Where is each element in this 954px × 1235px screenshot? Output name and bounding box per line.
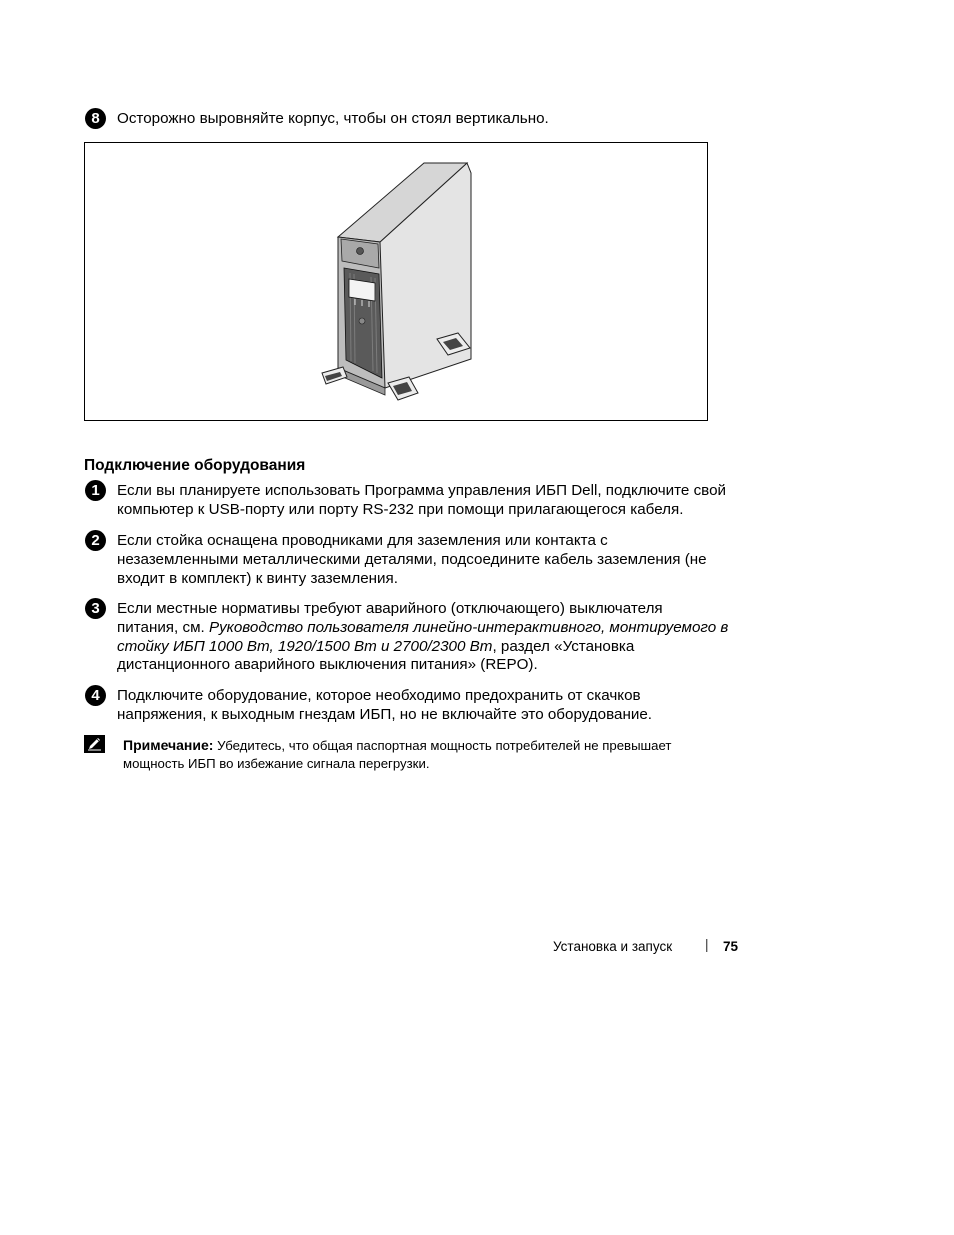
step-2-line: незаземленными металлическими деталями, подсоедините кабель заземления (не [117,550,707,568]
step-4-line: Подключите оборудование, которое необходимо предохранить от скачков [117,687,641,704]
note-line: мощность ИБП во избежание сигнала перегрузки. [123,756,430,771]
step-8-text: Осторожно выровняйте корпус, чтобы он стоял вертикально. [117,110,549,127]
step-3-line: Если местные нормативы требуют аварийного (отключающего) выключателя [117,600,663,617]
step-1-line: Если вы планируете использовать Программа управления ИБП Dell, подключите свой [117,482,727,499]
step-1-text [117,482,777,520]
step-1-line: компьютер к USB-порту или порту RS-232 при помощи прилагающегося кабеля. [117,500,684,518]
step-2-line: входит в комплект) к винту заземления. [117,569,398,587]
step-3-line: дистанционного аварийного выключения питания» (REPO). [117,656,538,674]
note-line [123,736,763,755]
section-heading: Подключение оборудования [84,457,306,474]
footer-separator: | [705,937,709,952]
manual-reference-cont: стойку ИБП 1000 Вт, 1920/1500 Вт и 2700/2300 Вт [117,637,493,655]
footer-section-title: Установка и запуск [553,939,673,954]
step-4-line: напряжения, к выходным гнездам ИБП, но не включайте это оборудование. [117,705,653,723]
step-8-badge: 8 [85,108,106,129]
ups-figure [84,142,708,421]
step-2-text [117,532,777,588]
pencil-note-icon [84,735,105,753]
step-1-badge: 1 [85,480,106,501]
note-block [123,736,763,773]
step-2-line: Если стойка оснащена проводниками для заземления или контакта с [117,532,608,549]
step-3-badge: 3 [85,598,106,619]
step-3-prefix: питания, см. [117,618,209,636]
manual-reference: Руководство пользователя линейно-интерактивного, монтируемого в [208,618,729,636]
step-4-badge: 4 [85,685,106,706]
note-text: Убедитесь, что общая паспортная мощность потребителей не превышает [213,738,672,753]
note-label: Примечание: [123,737,214,753]
step-3-suffix: , раздел «Установка [492,637,635,655]
page-number: 75 [723,939,739,954]
ups-tower-illustration [85,143,707,420]
step-4-text [117,687,777,725]
step-3-line [117,638,777,657]
step-3-text [117,600,777,675]
step-2-badge: 2 [85,530,106,551]
step-3-line [117,619,777,638]
